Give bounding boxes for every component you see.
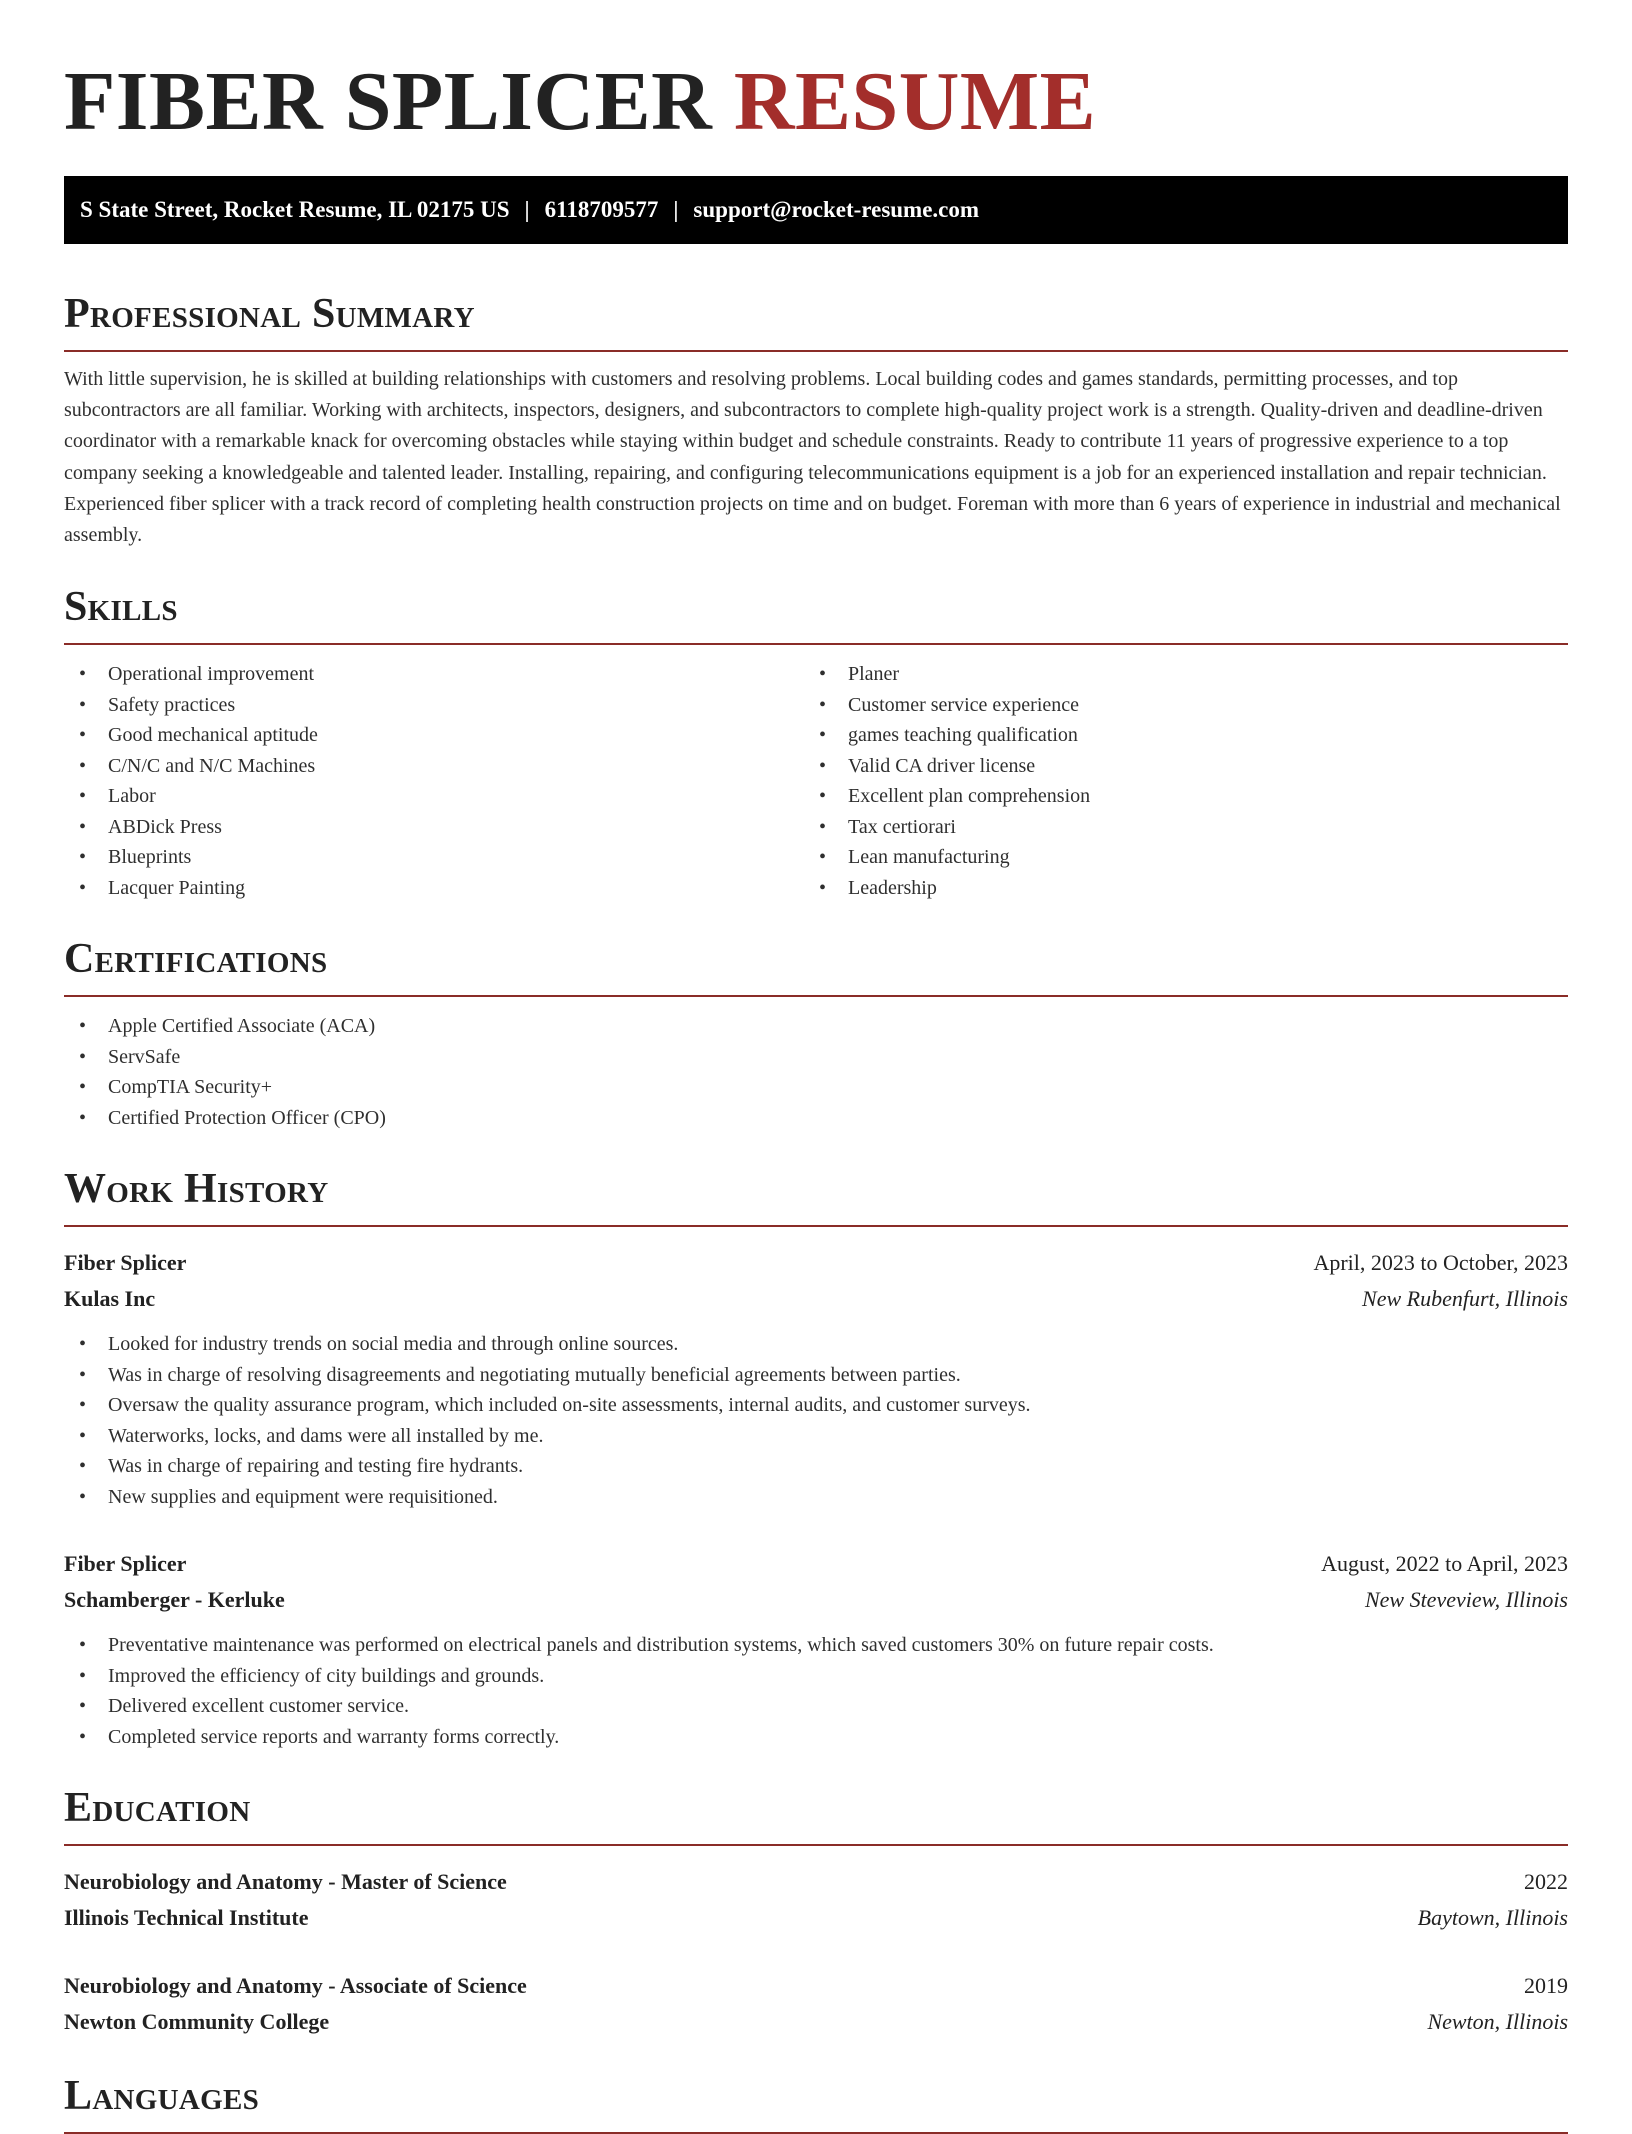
resume-title: [64, 0, 1568, 152]
education-entry: [64, 1864, 1568, 1936]
skill-item: • Planer: [804, 659, 1544, 690]
education-entry: [64, 1968, 1568, 2040]
education-year: 2022: [1524, 1869, 1568, 1895]
job-duty-item: • Was in charge of repairing and testing fire hydrants.: [64, 1451, 1568, 1482]
certification-item: • CompTIA Security+: [64, 1072, 1568, 1103]
job-duty-item: • Preventative maintenance was performed on electrical panels and distribution systems, which saved customers 30% on future repair costs.: [64, 1630, 1568, 1661]
job-location: New Rubenfurt, Illinois: [1362, 1286, 1568, 1312]
certification-item: • Apple Certified Associate (ACA): [64, 1011, 1568, 1042]
job-duty-item: • New supplies and equipment were requisitioned.: [64, 1482, 1568, 1513]
skill-item: • Valid CA driver license: [804, 751, 1544, 782]
job-location: New Steveview, Illinois: [1364, 1587, 1568, 1613]
education-degree-row: [64, 1968, 1568, 2004]
skill-item: • Excellent plan comprehension: [804, 781, 1544, 812]
job-duties-list: [64, 1630, 1568, 1752]
contact-separator: |: [524, 197, 530, 222]
contact-address: S State Street, Rocket Resume, IL 02175 US: [80, 197, 510, 222]
contact-email: support@rocket-resume.com: [693, 197, 980, 222]
skill-item: • C/N/C and N/C Machines: [64, 751, 804, 782]
title-main: FIBER SPLICER: [64, 55, 713, 148]
job-duty-item: • Was in charge of resolving disagreements and negotiating mutually beneficial agreements between parties.: [64, 1360, 1568, 1391]
title-accent: RESUME: [733, 55, 1097, 148]
job-header-row: [64, 1245, 1568, 1281]
job-title: Fiber Splicer: [64, 1551, 187, 1577]
job-company: Kulas Inc: [64, 1286, 156, 1312]
education-year: 2019: [1524, 1973, 1568, 1999]
languages-heading: Languages: [64, 2070, 1568, 2134]
education-degree: Neurobiology and Anatomy - Master of Science: [64, 1869, 507, 1895]
education-school-row: [64, 2004, 1568, 2040]
skill-item: • Leadership: [804, 873, 1544, 904]
education-degree: Neurobiology and Anatomy - Associate of Science: [64, 1973, 527, 1999]
job-duty-item: • Completed service reports and warranty forms correctly.: [64, 1722, 1568, 1753]
contact-bar: [64, 176, 1568, 244]
job-duty-item: • Waterworks, locks, and dams were all installed by me.: [64, 1421, 1568, 1452]
job-company-row: [64, 1582, 1568, 1618]
education-heading: Education: [64, 1782, 1568, 1846]
contact-separator: |: [673, 197, 679, 222]
work-history-heading: Work History: [64, 1163, 1568, 1227]
skill-item: • Good mechanical aptitude: [64, 720, 804, 751]
job-duty-item: • Delivered excellent customer service.: [64, 1691, 1568, 1722]
education-location: Baytown, Illinois: [1417, 1905, 1568, 1931]
education-degree-row: [64, 1864, 1568, 1900]
job-duty-item: • Oversaw the quality assurance program, which included on-site assessments, internal audits, and customer surveys.: [64, 1390, 1568, 1421]
skill-item: • Safety practices: [64, 690, 804, 721]
job-entry: [64, 1245, 1568, 1512]
job-duty-item: • Improved the efficiency of city buildings and grounds.: [64, 1661, 1568, 1692]
certification-item: • ServSafe: [64, 1042, 1568, 1073]
skill-item: • Blueprints: [64, 842, 804, 873]
summary-text: With little supervision, he is skilled at building relationships with customers and resolving problems. Local building codes and games standards, permitting processes, and top subcontractors are all familiar. Working with architects, inspectors, designers, and subcontractors to complete high-quality project work is a strength. Quality-driven and deadline-driven coordinator with a remarkable knack for overcoming obstacles while staying within budget and schedule constraints. Ready to contribute 11 years of progressive experience to a top company seeking a knowledgeable and talented leader. Installing, repairing, and configuring telecommunications equipment is a job for an experienced installation and repair technician. Experienced fiber splicer with a track record of completing health construction projects on time and on budget. Foreman with more than 6 years of experience in industrial and mechanical assembly.: [64, 368, 1561, 547]
skill-item: • Lacquer Painting: [64, 873, 804, 904]
education-school: Illinois Technical Institute: [64, 1905, 309, 1931]
summary-heading: Professional Summary: [64, 288, 1568, 352]
education-school: Newton Community College: [64, 2009, 330, 2035]
job-header-row: [64, 1546, 1568, 1582]
skill-item: • Tax certiorari: [804, 812, 1544, 843]
certification-item: • Certified Protection Officer (CPO): [64, 1103, 1568, 1134]
education-location: Newton, Illinois: [1427, 2009, 1568, 2035]
certifications-list: [64, 1011, 1568, 1133]
certifications-heading: Certifications: [64, 933, 1568, 997]
job-entry: [64, 1546, 1568, 1752]
skill-item: • Customer service experience: [804, 690, 1544, 721]
skills-columns: [64, 645, 1568, 903]
job-title: Fiber Splicer: [64, 1250, 187, 1276]
skill-item: • Lean manufacturing: [804, 842, 1544, 873]
skills-heading: Skills: [64, 581, 1568, 645]
skill-item: • Operational improvement: [64, 659, 804, 690]
job-duties-list: [64, 1329, 1568, 1512]
job-company-row: [64, 1281, 1568, 1317]
skill-item: • ABDick Press: [64, 812, 804, 843]
skill-item: • Labor: [64, 781, 804, 812]
contact-phone: 6118709577: [544, 197, 659, 222]
job-dates: April, 2023 to October, 2023: [1313, 1250, 1568, 1276]
job-dates: August, 2022 to April, 2023: [1321, 1551, 1568, 1577]
skills-list-left: [64, 659, 804, 903]
skills-list-right: [804, 659, 1544, 903]
resume-page: [64, 0, 1568, 2134]
skill-item: • games teaching qualification: [804, 720, 1544, 751]
job-company: Schamberger - Kerluke: [64, 1587, 285, 1613]
education-school-row: [64, 1900, 1568, 1936]
job-duty-item: • Looked for industry trends on social media and through online sources.: [64, 1329, 1568, 1360]
